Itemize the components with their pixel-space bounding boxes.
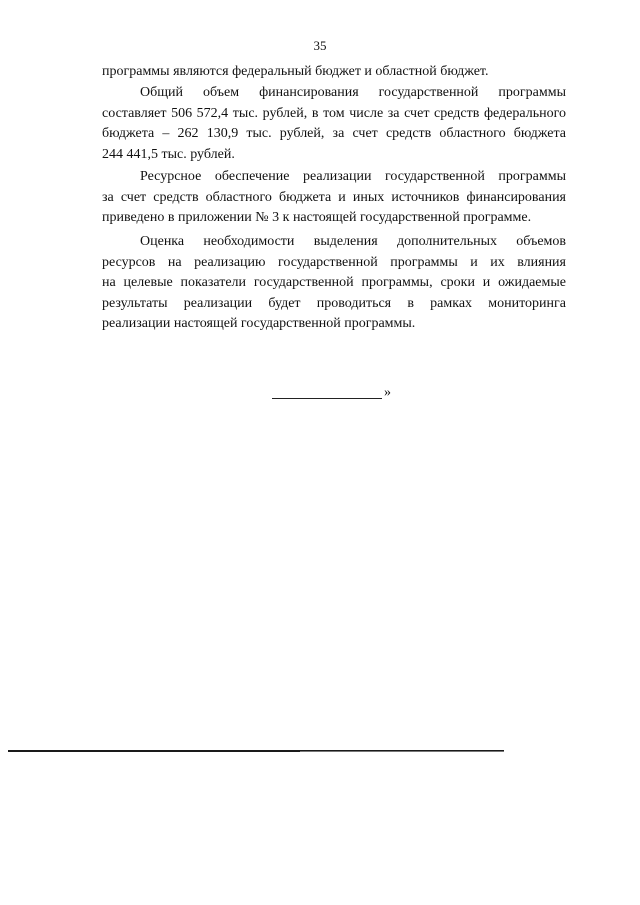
text-line: составляет 506 572,4 тыс. рублей, в том числе за счет средств федерального xyxy=(102,105,566,121)
text-line: Оценка необходимости выделения дополнительных объемов xyxy=(140,234,566,249)
text-line: на целевые показатели государственной программы, сроки и ожидаемые xyxy=(102,275,566,290)
paragraph-resource-support xyxy=(102,167,566,229)
text-line: Общий объем финансирования государственной программы xyxy=(140,85,566,100)
page-number: 35 xyxy=(313,38,327,53)
text-line: 244 441,5 тыс. рублей. xyxy=(102,146,235,162)
text-line: результаты реализации будет проводиться в рамках мониторинга xyxy=(102,295,566,311)
paragraph-total-funding xyxy=(102,83,566,165)
closing-quote: » xyxy=(384,385,391,400)
paragraph-funding-sources xyxy=(102,62,566,83)
text-line: бюджета – 262 130,9 тыс. рублей, за счет средств областного бюджета xyxy=(102,126,566,141)
text-line: программы являются федеральный бюджет и областной бюджет. xyxy=(102,64,489,79)
paragraph-assessment xyxy=(102,232,566,335)
text-line: Ресурсное обеспечение реализации государственной программы xyxy=(140,169,566,184)
text-line: ресурсов на реализацию государственной программы и их влияния xyxy=(102,254,566,270)
text-line: приведено в приложении № 3 к настоящей государственной программе. xyxy=(102,210,532,225)
closing-mark xyxy=(272,384,392,404)
footer-separator-thin xyxy=(300,751,504,752)
text-line: реализации настоящей государственной программы. xyxy=(102,316,416,331)
text-line: за счет средств областного бюджета и иных источников финансирования xyxy=(102,189,566,205)
closing-underline xyxy=(272,398,382,399)
